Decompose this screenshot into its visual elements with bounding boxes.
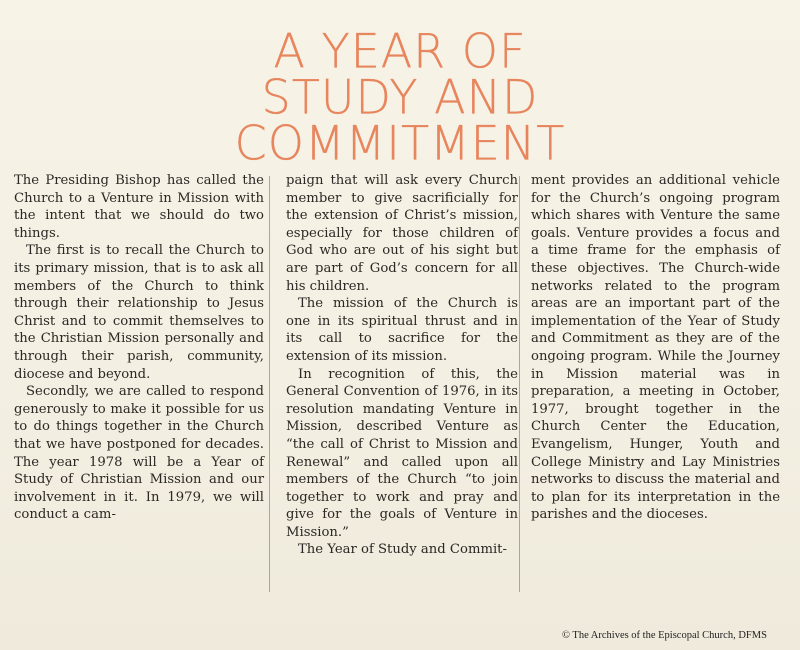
paragraph: ment provides an additional vehicle for the Church’s ongoing program which shares with Venture the same goals. Venture provides a focus and a time frame for the emphasis of these objectives. The Church-wide networks related to the program areas are an important part of the implementation of the Year of Study and Commitment as they are of the ongoing program. While the Journey in Mission material was in preparation, a meeting in October, 1977, brought together in the Church Center the Education, Evangelism, Hunger, Youth and College Ministry and Lay Ministries networks to discuss the material and to plan for its interpretation in the parishes and the dioceses.	[531, 173, 780, 523]
paragraph: The Presiding Bishop has called the Church to a Venture in Mission with the intent that we should do two things.	[14, 173, 264, 241]
column-divider	[519, 176, 520, 592]
title-line-2: STUDY AND	[261, 69, 539, 125]
paragraph: The first is to recall the Church to its primary mission, that is to ask all members of the Church to think through their relationship to Jesus Christ and to commit themselves to the Christian Mission personally and through their parish, community, diocese and beyond.	[14, 243, 264, 382]
title-line-1: A YEAR OF	[273, 23, 527, 79]
paragraph: The Year of Study and Commit-	[298, 542, 507, 558]
page-title	[0, 23, 800, 171]
text-column-2	[286, 172, 518, 559]
paragraph: Secondly, we are called to respond generously to make it possible for us to do things together in the Church that we have postponed for decades. The year 1978 will be a Year of Study of Christian Mission and our involvement in it. In 1979, we will conduct a cam-	[14, 384, 264, 523]
text-column-1	[14, 172, 264, 524]
archive-credit: © The Archives of the Episcopal Church, DFMS	[562, 630, 767, 641]
column-divider	[269, 176, 270, 592]
paragraph: paign that will ask every Church member to give sacrificially for the extension of Christ’s mission, especially for those children of God who are out of his sight but are part of God’s concern for all his children.	[286, 173, 518, 294]
title-line-3: COMMITMENT	[234, 115, 566, 171]
paragraph: The mission of the Church is one in its spiritual thrust and in its call to sacrifice for the extension of its mission.	[286, 296, 518, 364]
paragraph: In recognition of this, the General Convention of 1976, in its resolution mandating Venture in Mission, described Venture as “the call of Christ to Mission and Renewal” and called upon all members of the Church “to join together to work and pray and give for the goals of Venture in Mission.”	[286, 366, 518, 540]
text-column-3	[531, 172, 780, 524]
